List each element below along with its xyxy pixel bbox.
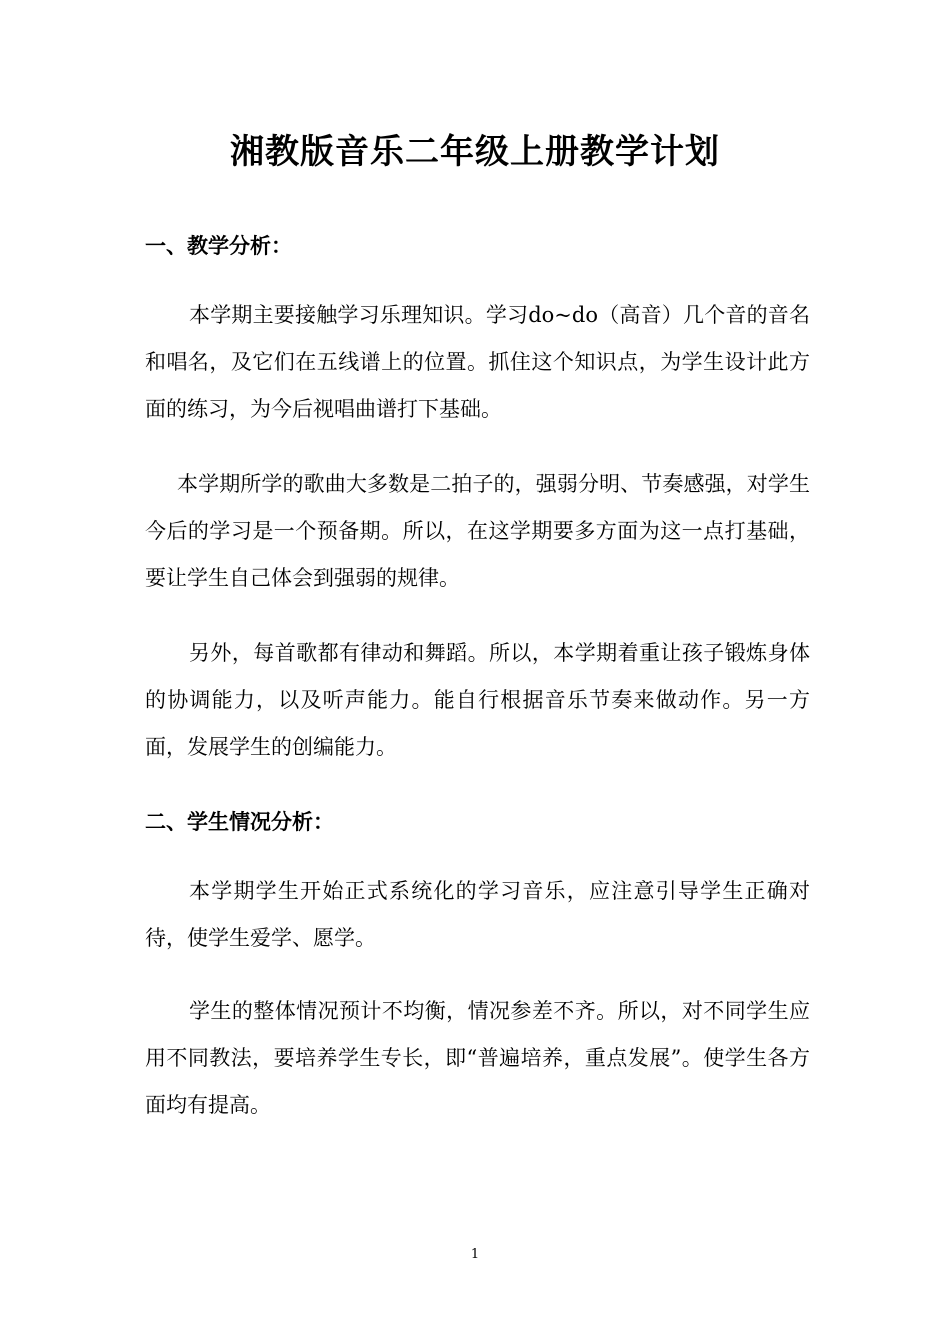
page-number: 1	[470, 1247, 480, 1262]
paragraph-uneven-levels: 学生的整体情况预计不均衡，情况参差不齐。所以，对不同学生应用不同教法，要培养学生专长，即“普遍培养，重点发展”。使学生各方面均有提高。	[145, 999, 810, 1117]
paragraph-systematic-learning: 本学期学生开始正式系统化的学习音乐，应注意引导学生正确对待，使学生爱学、愿学。	[145, 879, 810, 950]
document-title: 湘教版音乐二年级上册教学计划	[230, 132, 720, 172]
paragraph-music-theory: 本学期主要接触学习乐理知识。学习do~do（高音）几个音的音名和唱名，及它们在五线谱上的位置。抓住这个知识点，为学生设计此方面的练习，为今后视唱曲谱打下基础。	[145, 303, 810, 421]
paragraph-rhythm-and-dance: 另外，每首歌都有律动和舞蹈。所以，本学期着重让孩子锻炼身体的协调能力，以及听声能力。能自行根据音乐节奏来做动作。另一方面，发展学生的创编能力。	[145, 641, 810, 759]
section-heading-teaching-analysis: 一、教学分析：	[145, 233, 292, 258]
paragraph-duple-meter-songs: 本学期所学的歌曲大多数是二拍子的，强弱分明、节奏感强，对学生今后的学习是一个预备期。所以，在这学期要多方面为这一点打基础，要让学生自己体会到强弱的规律。	[145, 472, 810, 590]
section-heading-student-analysis: 二、学生情况分析：	[145, 809, 334, 834]
